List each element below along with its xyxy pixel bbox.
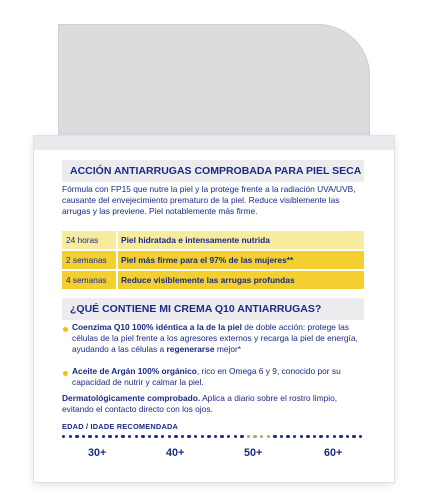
result-period: 2 semanas — [66, 255, 107, 265]
result-row-4w — [62, 271, 364, 289]
age-scale-values — [62, 447, 364, 463]
age-scale-dot — [220, 435, 223, 438]
age-scale-dot — [69, 435, 72, 438]
age-scale-dot — [280, 435, 283, 438]
age-scale-dot — [108, 435, 111, 438]
heading-antiwrinkle: ACCIÓN ANTIARRUGAS COMPROBADA PARA PIEL SECA — [62, 160, 364, 182]
age-scale-dot — [141, 435, 144, 438]
age-scale-dot — [168, 435, 171, 438]
age-scale-dot — [227, 435, 230, 438]
age-scale-dot — [95, 435, 98, 438]
age-scale-dot — [247, 435, 250, 438]
age-scale-dot — [300, 435, 303, 438]
product-box-back — [34, 136, 394, 482]
age-50: 50+ — [244, 447, 263, 459]
age-scale-label: EDAD / IDADE RECOMENDADA — [62, 422, 179, 431]
age-scale-dot — [359, 435, 362, 438]
age-scale-dot — [161, 435, 164, 438]
age-scale-dot — [306, 435, 309, 438]
age-scale-dot — [148, 435, 151, 438]
age-scale-dot — [333, 435, 336, 438]
box-top-flap — [58, 24, 370, 142]
age-scale-dot — [346, 435, 349, 438]
age-scale-dot — [174, 435, 177, 438]
age-scale-dot — [82, 435, 85, 438]
age-scale-dot — [267, 435, 270, 438]
age-scale-dot — [352, 435, 355, 438]
age-scale-dot — [194, 435, 197, 438]
age-scale-dot — [187, 435, 190, 438]
age-scale-dot — [260, 435, 263, 438]
age-60: 60+ — [324, 447, 343, 459]
age-scale-dot — [201, 435, 204, 438]
age-scale-dot — [234, 435, 237, 438]
age-scale-dot — [115, 435, 118, 438]
age-scale-dot — [62, 435, 65, 438]
result-period: 24 horas — [66, 235, 99, 245]
result-row-2w — [62, 251, 364, 269]
heading-contents: ¿QUÉ CONTIENE MI CREMA Q10 ANTIARRUGAS? — [62, 298, 364, 320]
age-scale-dot — [88, 435, 91, 438]
result-effect: Reduce visiblemente las arrugas profundas — [121, 275, 295, 285]
age-scale-dot — [339, 435, 342, 438]
age-scale-dot — [207, 435, 210, 438]
usage-note: Dermatológicamente comprobado. Aplica a diario sobre el rostro limpio, evitando el contacto directo con los ojos. — [62, 393, 338, 415]
age-scale-dot — [135, 435, 138, 438]
age-scale-dot — [273, 435, 276, 438]
bullet-dot — [63, 327, 68, 332]
ingredient-q10: Coenzima Q10 100% idéntica a la de la piel de doble acción: protege las células de la piel frente a los agresores externos y recarga la piel de energía, ayudando a las células a regenerarse mejor* — [72, 322, 358, 355]
age-scale-dot — [286, 435, 289, 438]
box-top-edge — [34, 136, 394, 150]
age-40: 40+ — [166, 447, 185, 459]
result-effect: Piel hidratada e intensamente nutrida — [121, 235, 270, 245]
age-scale-dot — [181, 435, 184, 438]
age-scale-dot — [240, 435, 243, 438]
age-scale-dot — [214, 435, 217, 438]
age-scale-dot — [128, 435, 131, 438]
ingredient-argan: Aceite de Argán 100% orgánico, rico en Omega 6 y 9, conocido por su capacidad de nutrir y calmar la piel. — [72, 366, 341, 388]
age-scale-dot — [121, 435, 124, 438]
intro-paragraph: Fórmula con FP15 que nutre la piel y la protege frente a la radiación UVA/UVB, causante del envejecimiento prematuro de la piel. Reduce visiblemente las arrugas y las previene. Piel notablemente más firme. — [62, 184, 356, 217]
age-scale-dot — [102, 435, 105, 438]
age-30: 30+ — [88, 447, 107, 459]
age-scale-dot — [293, 435, 296, 438]
age-scale-dots — [62, 435, 364, 439]
age-scale-dot — [253, 435, 256, 438]
age-scale-dot — [75, 435, 78, 438]
bullet-dot — [63, 371, 68, 376]
age-scale-dot — [326, 435, 329, 438]
age-scale-dot — [313, 435, 316, 438]
result-effect: Piel más firme para el 97% de las mujeres** — [121, 255, 294, 265]
age-scale-dot — [319, 435, 322, 438]
result-row-24h — [62, 231, 364, 249]
result-period: 4 semanas — [66, 275, 107, 285]
age-scale-dot — [154, 435, 157, 438]
